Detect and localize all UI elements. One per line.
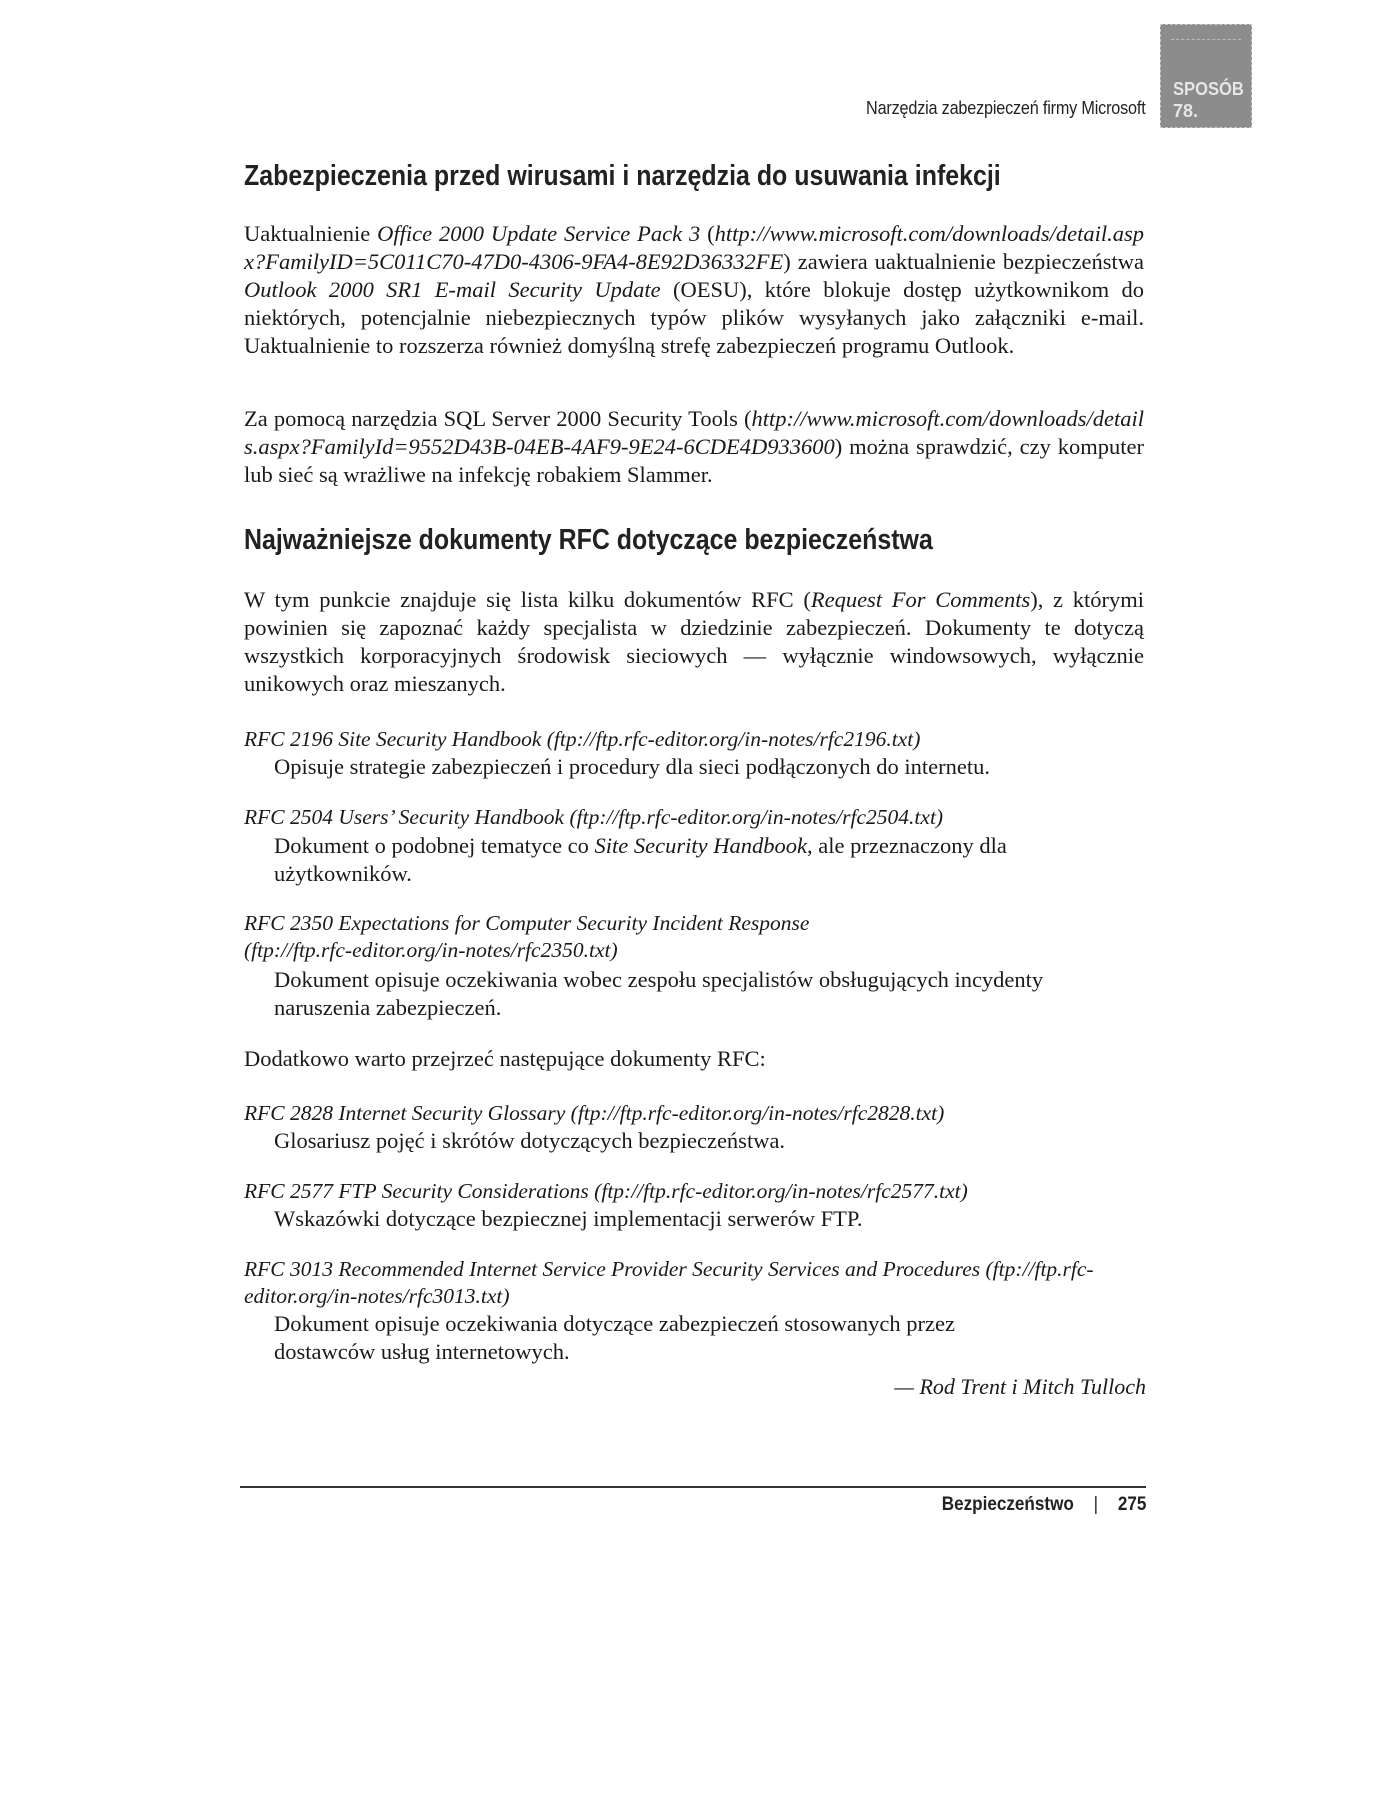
text: Uaktualnienie xyxy=(244,221,378,246)
text: ), z którymi powinien się zapoznać każdy specjalista w dziedzinie zabezpieczeń. Dokumenty te dotyczą wszystkich korporacyjnych środowisk sieciowych — wyłącznie windowsowych, wyłącznie unikowych oraz mieszanych. xyxy=(244,587,1144,696)
rfc-title: RFC 3013 Recommended Internet Service Provider Security Services and Procedures xyxy=(244,1257,981,1281)
page-footer xyxy=(941,1494,1146,1516)
rfc-title: RFC 2828 Internet Security Glossary xyxy=(244,1101,566,1125)
text: zawiera uaktualnienie bezpieczeństwa xyxy=(790,249,1144,274)
text: (OESU), które blokuje dostęp użytkownikom do niektórych, potencjalnie niebezpiecznych typów plików wysyłanych jako załączniki e-mail. Uaktualnienie to rozszerza również domyślną strefę zabezpieczeń programu Outlook. xyxy=(244,277,1144,358)
author-signature: — Rod Trent i Mitch Tulloch xyxy=(894,1374,1146,1399)
rfc-entry-desc: Wskazówki dotyczące bezpiecznej implementacji serwerów FTP. xyxy=(274,1206,863,1231)
url-office-sp3: http://www.microsoft.com/downloads/detail.aspx?FamilyID=5C011C70-47D0-4306-9FA4-8E92D36332FE xyxy=(244,221,1144,274)
rfc-entry-desc xyxy=(274,832,1054,888)
referenced-title: Site Security Handbook xyxy=(594,833,807,858)
rfc-entry-desc: Dokument opisuje oczekiwania wobec zespołu specjalistów obsługujących incydenty naruszenia zabezpieczeń. xyxy=(274,967,1044,1020)
footer-rule xyxy=(240,1486,1146,1488)
text: Dokument o podobnej tematyce co xyxy=(274,833,595,858)
page-number: 275 xyxy=(1117,1494,1146,1515)
rfc-title: RFC 2350 Expectations for Computer Security Incident Response xyxy=(244,911,810,935)
section-heading-antivirus: Zabezpieczenia przed wirusami i narzędzia do usuwania infekcji xyxy=(244,160,1001,192)
tab-dashed-line xyxy=(1171,39,1241,40)
rfc-entry-desc: Dokument opisuje oczekiwania dotyczące zabezpieczeń stosowanych przez dostawców usług internetowych. xyxy=(274,1311,955,1364)
rfc-title: RFC 2577 FTP Security Considerations xyxy=(244,1179,589,1203)
rfc-expansion: Request For Comments xyxy=(810,587,1031,612)
rfc-url: ftp://ftp.rfc-editor.org/in-notes/rfc2577.txt xyxy=(601,1179,961,1203)
chapter-tab xyxy=(1160,24,1252,128)
rfc-entry-desc: Opisuje strategie zabezpieczeń i procedury dla sieci podłączonych do internetu. xyxy=(274,754,990,779)
rfc-entry-title: RFC 2577 FTP Security Considerations (ftp://ftp.rfc-editor.org/in-notes/rfc2577.txt) xyxy=(244,1179,968,1203)
text: , ale przeznaczony dla użytkowników. xyxy=(274,833,1007,886)
paragraph-rfc-intro xyxy=(244,586,1144,698)
tab-number: 78. xyxy=(1173,101,1199,121)
rfc-entry-title: RFC 2196 Site Security Handbook (ftp://ftp.rfc-editor.org/in-notes/rfc2196.txt) xyxy=(244,727,921,751)
rfc-url: ftp://ftp.rfc-editor.org/in-notes/rfc2196.txt xyxy=(553,727,914,751)
rfc-entry-title: RFC 2828 Internet Security Glossary (ftp://ftp.rfc-editor.org/in-notes/rfc2828.txt) xyxy=(244,1101,945,1125)
service-pack-name: Office 2000 Update Service Pack 3 xyxy=(377,221,701,246)
rfc-url: ftp://ftp.rfc-editor.org/in-notes/rfc2504.txt xyxy=(576,805,936,829)
paragraph-sql-tools xyxy=(244,405,1144,489)
rfc-entry-title: RFC 3013 Recommended Internet Service Provider Security Services and Procedures (ftp://ftp.rfc-editor.org/in-notes/rfc3013.txt) xyxy=(244,1257,1094,1308)
rfc-url: ftp://ftp.rfc-editor.org/in-notes/rfc2350.txt xyxy=(251,938,611,962)
paragraph-additional-intro: Dodatkowo warto przejrzeć następujące dokumenty RFC: xyxy=(244,1046,766,1071)
rfc-title: RFC 2504 Users’ Security Handbook xyxy=(244,805,565,829)
text: Za pomocą narzędzia SQL Server 2000 Security Tools ( xyxy=(244,406,752,431)
rfc-entry-desc: Glosariusz pojęć i skrótów dotyczących bezpieczeństwa. xyxy=(274,1128,786,1153)
rfc-entry-title: RFC 2350 Expectations for Computer Security Incident Response (ftp://ftp.rfc-editor.org/in-notes/rfc2350.txt) xyxy=(244,911,810,962)
url-sql-tools: http://www.microsoft.com/downloads/details.aspx?FamilyId=9552D43B-04EB-4AF9-9E24-6CDE4D933600 xyxy=(244,406,1144,459)
section-heading-rfc: Najważniejsze dokumenty RFC dotyczące bezpieczeństwa xyxy=(244,524,933,556)
rfc-title: RFC 2196 Site Security Handbook xyxy=(244,727,542,751)
rfc-url: ftp://ftp.rfc-editor.org/in-notes/rfc3013.txt xyxy=(244,1257,1094,1308)
tab-label: SPOSÓB xyxy=(1173,79,1244,99)
footer-separator: | xyxy=(1093,1494,1098,1515)
paragraph-office-update: Uaktualnienie Office 2000 Update Service Pack 3 (http://www.microsoft.com/downloads/detail.aspx?FamilyID=5C011C70-47D0-4306-9FA4-8E92D36332FE) zawiera uaktualnienie bezpieczeństwa Outlook 2000 SR1 E-mail Security Update (OESU), które blokuje dostęp użytkownikom do niektórych, potencjalnie niebezpiecznych typów plików wysyłanych jako załączniki e-mail. Uaktualnienie to rozszerza również domyślną strefę zabezpieczeń programu Outlook. xyxy=(244,221,1144,358)
footer-section: Bezpieczeństwo xyxy=(941,1494,1074,1515)
rfc-url: ftp://ftp.rfc-editor.org/in-notes/rfc2828.txt xyxy=(577,1101,938,1125)
text: W tym punkcie znajduje się lista kilku dokumentów RFC ( xyxy=(244,587,811,612)
running-head: Narzędzia zabezpieczeń firmy Microsoft xyxy=(866,98,1146,118)
text: ) można sprawdzić, czy komputer lub sieć są wrażliwe na infekcję robakiem Slammer. xyxy=(244,434,1144,487)
rfc-entry-title: RFC 2504 Users’ Security Handbook (ftp://ftp.rfc-editor.org/in-notes/rfc2504.txt) xyxy=(244,805,944,829)
update-name: Outlook 2000 SR1 E-mail Security Update xyxy=(244,277,661,302)
